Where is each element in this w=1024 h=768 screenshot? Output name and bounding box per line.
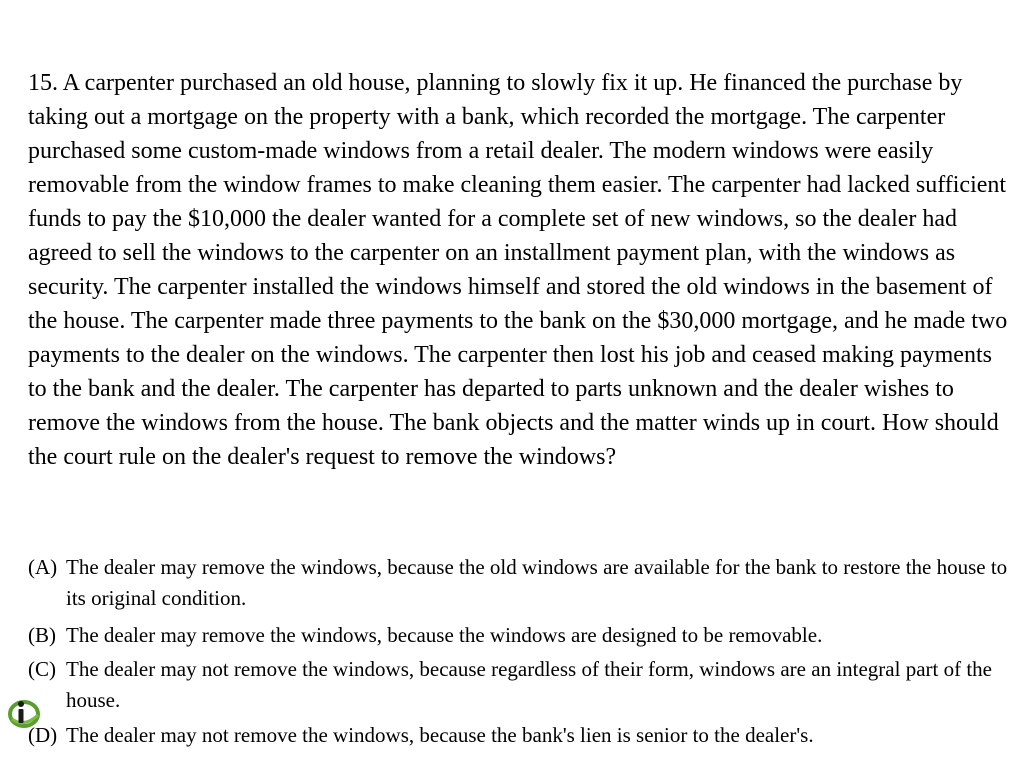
option-b-text: The dealer may remove the windows, because the windows are designed to be removable. [66,623,823,647]
question-text: 15. A carpenter purchased an old house, planning to slowly fix it up. He financed the purchase by taking out a mortgage on the property with a bank, which recorded the mortgage. The carpenter purchased some custom-made windows from a retail dealer. The modern windows were easily removable from the window frames to make cleaning them easier. The carpenter had lacked sufficient funds to pay the $10,000 the dealer wanted for a complete set of new windows, so the dealer had agreed to sell the windows to the carpenter on an installment payment plan, with the windows as security. The carpenter installed the windows himself and stored the old windows in the basement of the house. The carpenter made three payments to the bank on the $30,000 mortgage, and he made two payments to the dealer on the windows. The carpenter then lost his job and ceased making payments to the bank and the dealer. The carpenter has departed to parts unknown and the dealer wishes to remove the windows from the house. The bank objects and the matter winds up in court. How should the court rule on the dealer's request to remove the windows? [28,70,1008,470]
info-icon-stem [19,709,24,723]
option-a [28,552,1018,614]
answer-options [28,552,1018,757]
option-d-text: The dealer may not remove the windows, because the bank's lien is senior to the dealer's. [66,723,814,747]
option-c-letter: (C) [28,657,56,681]
option-d [28,720,1018,751]
info-icon[interactable] [6,697,42,729]
option-d-letter: (D) [28,723,58,747]
option-a-letter: (A) [28,555,58,579]
option-a-text: The dealer may remove the windows, because the old windows are available for the bank to restore the house to its original condition. [66,555,1008,610]
option-b [28,620,1018,651]
option-b-letter: (B) [28,623,56,647]
info-icon-dot [18,701,24,707]
option-c [28,654,1018,716]
option-c-text: The dealer may not remove the windows, because regardless of their form, windows are an integral part of the house. [66,657,992,712]
